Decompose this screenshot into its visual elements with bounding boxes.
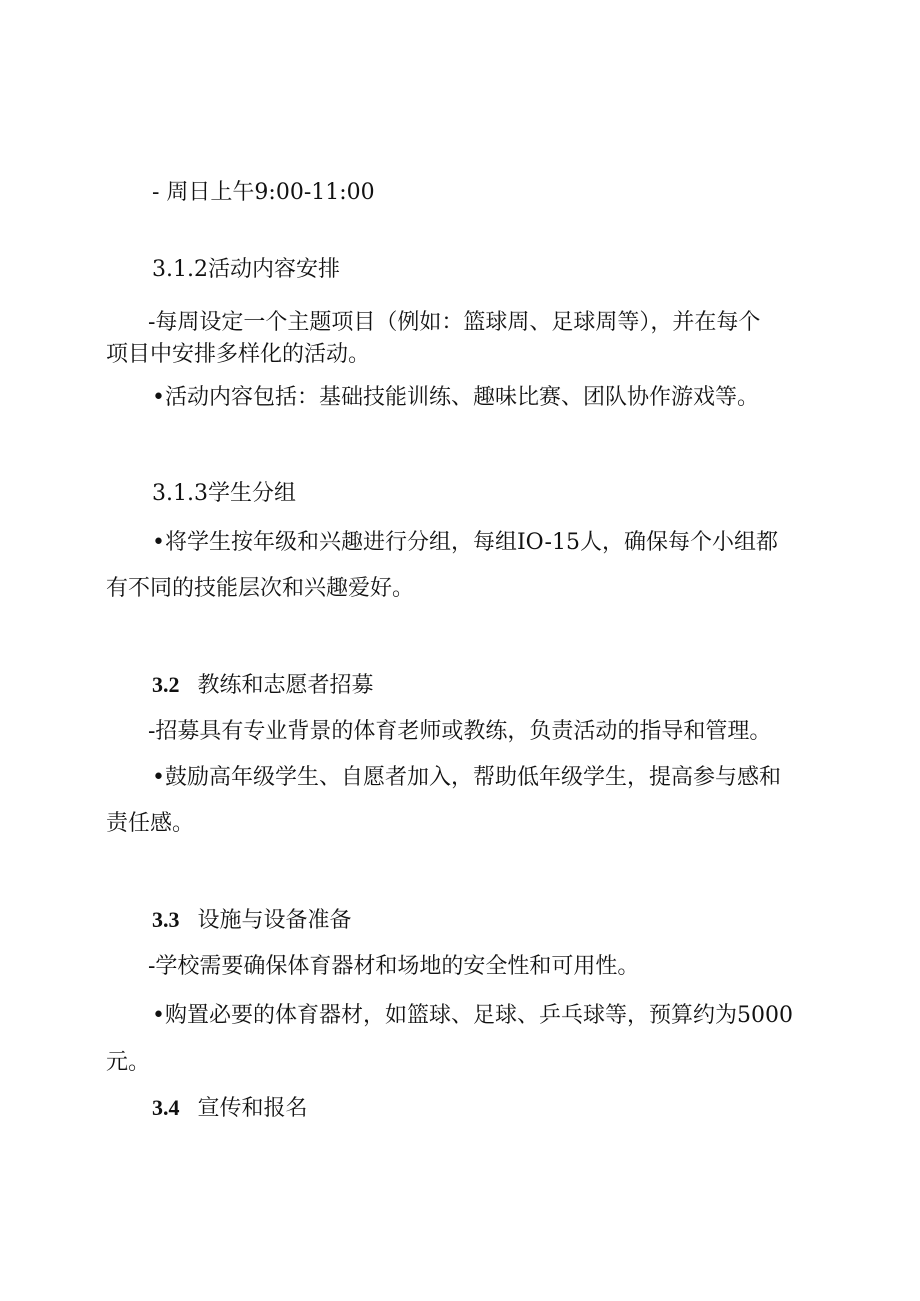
section-title: 教练和志愿者招募 [197,673,374,698]
section-3-1-2-heading: 3.1.2活动内容安排 [152,257,340,282]
section-number: 3.4 [152,1095,180,1120]
section-3-3-heading [152,905,352,936]
section-3-2-heading [152,670,374,701]
paragraph-line: •将学生按年级和兴趣进行分组，每组IO-15人，确保每个小组都 [152,530,778,555]
paragraph-line: -学校需要确保体育器材和场地的安全性和可用性。 [148,954,640,979]
section-3-4-heading [152,1093,308,1124]
paragraph-line: 有不同的技能层次和兴趣爱好。 [106,576,415,601]
section-title: 设施与设备准备 [197,908,352,933]
paragraph-line: 项目中安排多样化的活动。 [106,342,371,367]
paragraph-line: -招募具有专业背景的体育老师或教练，负责活动的指导和管理。 [148,719,772,744]
section-3-1-3-heading: 3.1.3学生分组 [152,481,296,506]
paragraph-line: •活动内容包括：基础技能训练、趣味比赛、团队协作游戏等。 [152,385,759,410]
schedule-sunday: - 周日上午9:00-11:00 [152,180,375,205]
paragraph-line: •购置必要的体育器材，如篮球、足球、乒乓球等，预算约为5000 [152,1003,793,1028]
section-number: 3.3 [152,907,180,932]
section-number: 3.2 [152,672,180,697]
section-title: 宣传和报名 [197,1096,308,1121]
paragraph-line: •鼓励高年级学生、自愿者加入，帮助低年级学生，提高参与感和 [152,765,781,790]
paragraph-line: -每周设定一个主题项目（例如：篮球周、足球周等），并在每个 [148,310,761,335]
paragraph-line: 元。 [106,1050,151,1075]
paragraph-line: 责任感。 [106,811,195,836]
